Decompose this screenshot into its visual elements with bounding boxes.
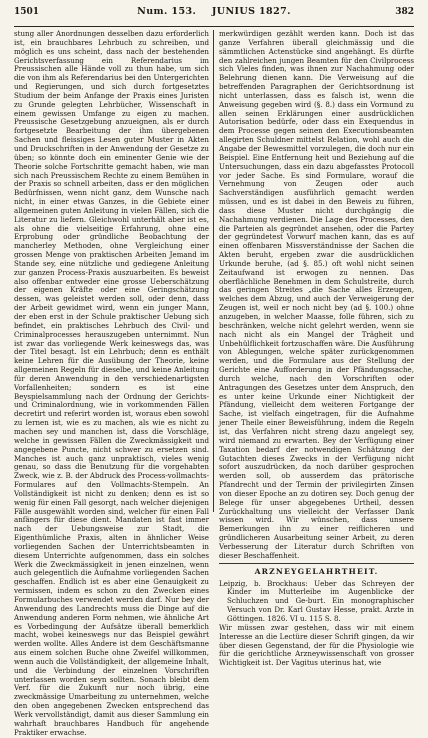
section-heading: ARZNEYGELAHRTHEIT.	[254, 566, 379, 576]
section-divider	[219, 563, 414, 564]
left-column	[14, 29, 214, 737]
left-column-text: stung aller Anordnungen desselben dazu erforderlich ist, ein brauchbares Lehrbuch zu schreiben, und möglich es uns scheint, dass nach der bestehenden Gerichtsverfassung ein Referendarius im Preussischen alle Hände voll zu thun habe, um sich die von ihm als Referendarius bei den Untergerichten und Regierungen, und sich durch fortgesetztes Studium der beim Anfange der Praxis eines Juristen zu Grunde gelegten Lehrbücher, Wissenschaft in einem gewissen Umfange zu eigen zu machen. Preussische Gesetzgebung anzueignen, als er durch fortgesetzte Bearbeitung der ihm übergebenen Sachen und fleissiges Lesen guter Muster in Akten und Druckschriften in der Anwendung der Gesetze zu üben; so könnte doch ein eminenter Genie wie der Theorie solche Fortschritte gemacht haben, wie man sich nach Preussischem Rechte zu einem Bemühen in der Praxis so schnell arbeiten, dass er den möglichen Bedürfnissen, wenn nicht ganz, dem Wunsche nach nicht, in einer etwas Ganzes, in die Gebiete einer allgemeinen guten Anleitung in vielen Fällen, sich die Literatur zu liefern. Gleichwohl unterhält aber ist es, als ohne die vielseitige Erfahrung, ohne eine Erprobung oder gründliche Beobachtung der mancherley Methoden, ohne Vergleichung einer grossen Menge von praktischen Arbeiten Jemand im Stande sey, eine nützliche und gediegene Anleitung zur ganzen Process-Praxis auszuarbeiten. Es beweist also offenbar entweder eine grosse Ueberschätzung der eigenen Kräfte oder eine Geringschätzung dessen, was geleistet werden soll, oder denn, dass der Arbeit gewidmet wird, wenn ein junger Mann, der eben erst in der Schule praktischer Uebung sich befindet, ein praktisches Lehrbuch des Civil- und Criminalprocesses herauszugeben unternimmt. Nun ist zwar das vorliegende Werk keineswegs das, was der Titel besagt. Ist ein Lehrbuch; denn es enthält keine Lehren für die Ausübung der Theorie, keine allgemeinen Regeln für dieselbe, und keine Anleitung für deren Anwendung in den verschiedenartigsten Vorfallenheiten; sondern es ist eine Beyspielsammlung nach der Ordnung der Gerichts- und Criminalordnung, wie in vorkommenden Fällen decretirt und referirt worden ist, woraus eben sowohl zu lernen ist, wie es zu machen, als wie es nicht zu machen sey und manchen ist, dass die Vorschläge, welche in gewissen Fällen die Zweckmässigkeit und angegebene Puncte, nicht schwer zu ersetzen sind. Manches ist auch ganz unpraktisch, vieles wenig genau, so dass die Benutzung für die vorgehabten Zweck, wie z. B. der Abdruck des Process-vollmachts-Formulares auf den Vollmachts-Stempeln. An Vollständigkeit ist nicht zu denken; denn es ist so wenig für einen Fall gesorgt, nach welcher diejenigen Fälle ausgewählt worden sind, welcher für einen Fall anfängers für diese dient. Mandaten ist fast immer nach der Uebungsweise zur Stadt, die Eigenthümliche Praxis, alten in ähnlicher Weise vorliegenden Sachen der Unterrichtsbeamten in diesem Unterrichte aufgenommen, dass ein solches Werk die Zweckmässigkeit in jenen einzelnen, wenn auch gelegentlich die Aufnahme vorliegenden Sachen geschaffen. Endlich ist es aber eine Genauigkeit zu vermissen, indem es schon zu den Zwecken eines Formularbuches verwendet werden darf. Nur bey der Anwendung des Landrechts muss die Dinge auf die Anwendung anderen Form nehmen, wie ähnliche Art es Vorbedingung der Aufsätze überall bemerklich macht, wobei keineswegs nur das Beispiel gewährt werden wollte. Alles Andere ist dem Geschäftsmanne aus einem solchen Buche ohne Zweifel willkommen, wenn auch die Vollständigkeit, der allgemeine Inhalt, und die Verbindung der einzelnen Vorschriften unterlassen worden seyn sollten. Sonach bleibt dem Verf. für die Zukunft nur noch übrig, eine zweckmässige Umarbeitung zu unternehmen, welche den oben angegebenen Zwecken entsprechend das Werk vervollständigt, damit aus dieser Sammlung ein wahrhaft brauchbares Handbuch für angehende Praktiker erwachse.	[14, 29, 209, 737]
right-column-text: merkwürdigen gezählt werden kann. Doch ist das ganze Verfahren überall gleichmässig und die sämmtlichen Actenstücke sind angehängt. Es dürfte den zahlreichen jungen Beamten für den Civilprocess sich Vieles finden, was ihnen zur Nachahmung oder Belehrung dienen kann. Die Verweisung auf die betreffenden Paragraphen der Gerichtsordnung ist nicht unterlassen, dass es falsch ist, wenn die Anweisung gegeben wird (§. 8.) dass ein Vormund zu allen seinen Erklärungen einer ausdrücklichen Autorisation bedürfe, oder dass ein Exequendus in dem Processe gegen seinen den Executionsbeamten allegirten Schuldner mittelst Relation, wohl auch die Angabe der Bewesmittel vorzulegen, die doch nur ein Beispiel. Eine Entfernung heit und Beziehung auf die Untersuchungen, dass ein dazu abgefasstes Protocoll vor jeder Sache. Es sind Formulare, worauf die Vernehmung von Zeugen oder auch Sachverständigen ausführlich gemacht werden müssen, und es ist dabei in den Beweis zu führen, dass diese Muster nicht durchgängig die Nachahmung verdienen. Die Lage des Processes, den die Parteien als gegründet ansehen, oder die Partey der gegründetest Vorwurf machen kann, das es auf einen offenbaren Missverständnisse der Sachen die Akten beruht, ergeben zwar die ausdrücklichen Urkunde beruhe, (ad §. 85.) oft wohl nicht seinen Zeitaufwand ist erwogen zu nennen. Das oberflächliche Benehmen in dem Schulstreite, durch das geringen Streites „die Sache alles Erzeugen, welches dem Abzug, und auch der Verweigerung der Zeugen ist, weil er noch nicht bey (ad §. 100.) ohne anzugeben, in welcher Maasse, folle führen, sich zu beschränken, welche nicht gelehrt werden, wenn sie nach nicht als ein Mangel der Trägheit und Unbehülflichkeit fortzuschaffen wäre. Die Ausführung von Ablegungen, welche später zurückgenommen werden, und die Formulare aus der Stellung der Gerichte eine Aufforderung in der Pfändungssache, durch welche, nach den Vorschriften oder Antragungen des Gesetzes unter dem Anspruch, den es unter keine Urkunde einer Nichtigkeit der Pfändung, vielleicht dem weiteren Fortgange der Sache, ist vielfach eingetragen, für die Aufnahme jener Theile einer Beweisführung, indem die Regeln ist, das Verfahren nicht streng dazu angelegt sey, wird niemand zu erwarten. Bey der Verfügung einer Taxation bedarf der notwendigen Schätzung der Gutachten dieses Zwecks in der Verfügung nicht sofort auszudrücken, da noch darüber gesprochen werden soll, ob ausserdem das prätorische Pfandrecht und der Termin der privilegirten Zinsen von dieser Epoche an zu dotiren sey. Doch genug der Belege für unser abgegebenes Urtheil, dessen Zurückhaltung uns vielleicht der Verfasser Dank wissen wird. Wir wünschen, dass unsere Bemerkungen ihn zu einer reiflicheren und gründlicheren Ausarbeitung seiner Arbeit, zu deren Verbesserung der Literatur durch Schriften von dieser Beschaffenheit.	[219, 29, 414, 560]
issue-number: Num. 153.	[137, 6, 197, 17]
issue-line	[131, 6, 297, 17]
text-columns	[14, 29, 414, 737]
page-number-right: 382	[395, 7, 414, 17]
page-header	[14, 6, 414, 27]
page-number-left: 1501	[14, 7, 40, 17]
right-column	[214, 29, 414, 668]
issue-date: JUNIUS 1827.	[211, 6, 291, 17]
review-entry: Leipzig, b. Brockhaus: Ueber das Schreyen der Kinder im Mutterleibe im Augenblicke der Schluchzen und Ge-burt. Ein monographischer Versuch von Dr. Karl Gustav Hesse, prakt. Arzte in Göttingen. 1826. VI u. 115 S. 8.	[219, 578, 414, 623]
review-body: Wir müssen zwar gestehen, dass wir mit einem Interesse an die Lectüre dieser Schrift gingen, da wir über diesen Gegenstand, der für die Physiologie wie für die gerichtliche Arzneywissenschaft von grosser Wichtigkeit ist. Der Vagitus uterinus hat, wie	[219, 622, 414, 668]
